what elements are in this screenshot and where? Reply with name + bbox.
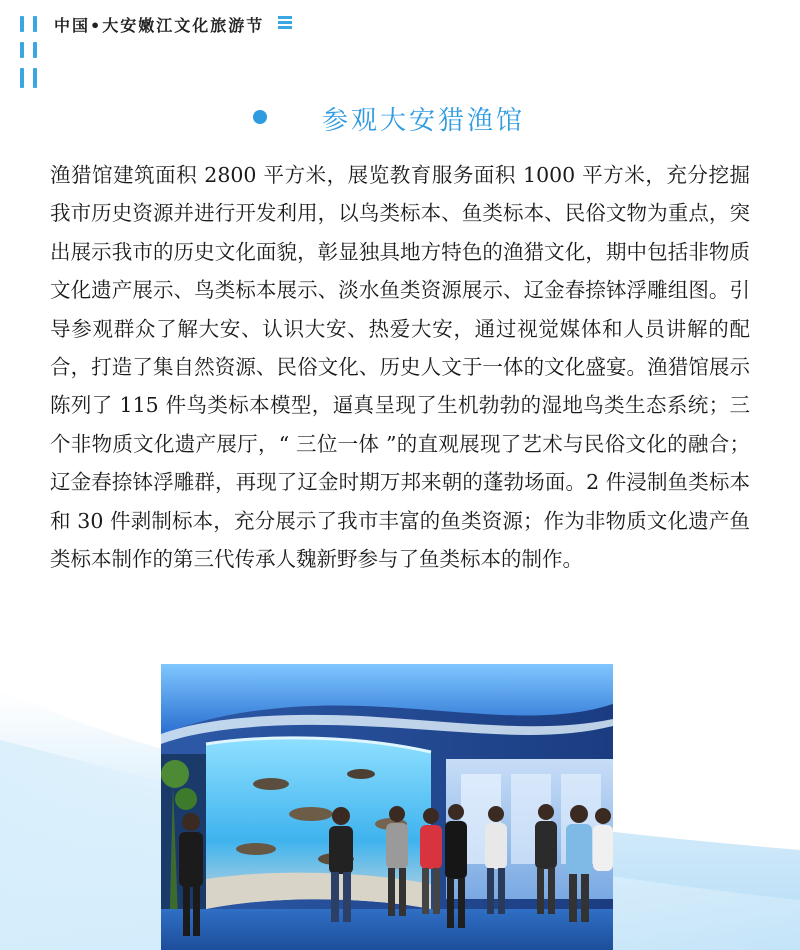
section-title: 参观大安猎渔馆 [322,106,526,136]
museum-photo-illustration [161,664,613,950]
header-title: 中国•大安嫩江文化旅游节 [54,16,265,35]
header-flag-icon [278,16,292,28]
section-bullet-icon [253,110,267,124]
museum-visit-photo [161,664,613,950]
body-paragraph: 渔猎馆建筑面积 2800 平方米，展览教育服务面积 1000 平方米，充分挖掘我市历史资源并进行开发利用，以鸟类标本、鱼类标本、民俗文物为重点，突出展示我市的历史文化面貌，彰显独具地方特色的渔猎文化，期中包括非物质文化遗产展示、鸟类标本展示、淡水鱼类资源展示、辽金春捺钵浮雕组图。引导参观群众了解大安、认识大安、热爱大安，通过视觉媒体和人员讲解的配合，打造了集自然资源、民俗文化、历史人文于一体的文化盛宴。渔猎馆展示陈列了 115 件鸟类标本模型，逼真呈现了生机勃勃的湿地鸟类生态系统；三个非物质文化遗产展厅，“ 三位一体 ”的直观展现了艺术与民俗文化的融合；辽金春捺钵浮雕群，再现了辽金时期万邦来朝的蓬勃场面。2 件浸制鱼类标本和 30 件剥制标本，充分展示了我市丰富的鱼类资源；作为非物质文化遗产鱼类标本制作的第三代传承人魏新野参与了鱼类标本的制作。 [50,163,750,572]
header-decorative-bars [20,14,42,94]
